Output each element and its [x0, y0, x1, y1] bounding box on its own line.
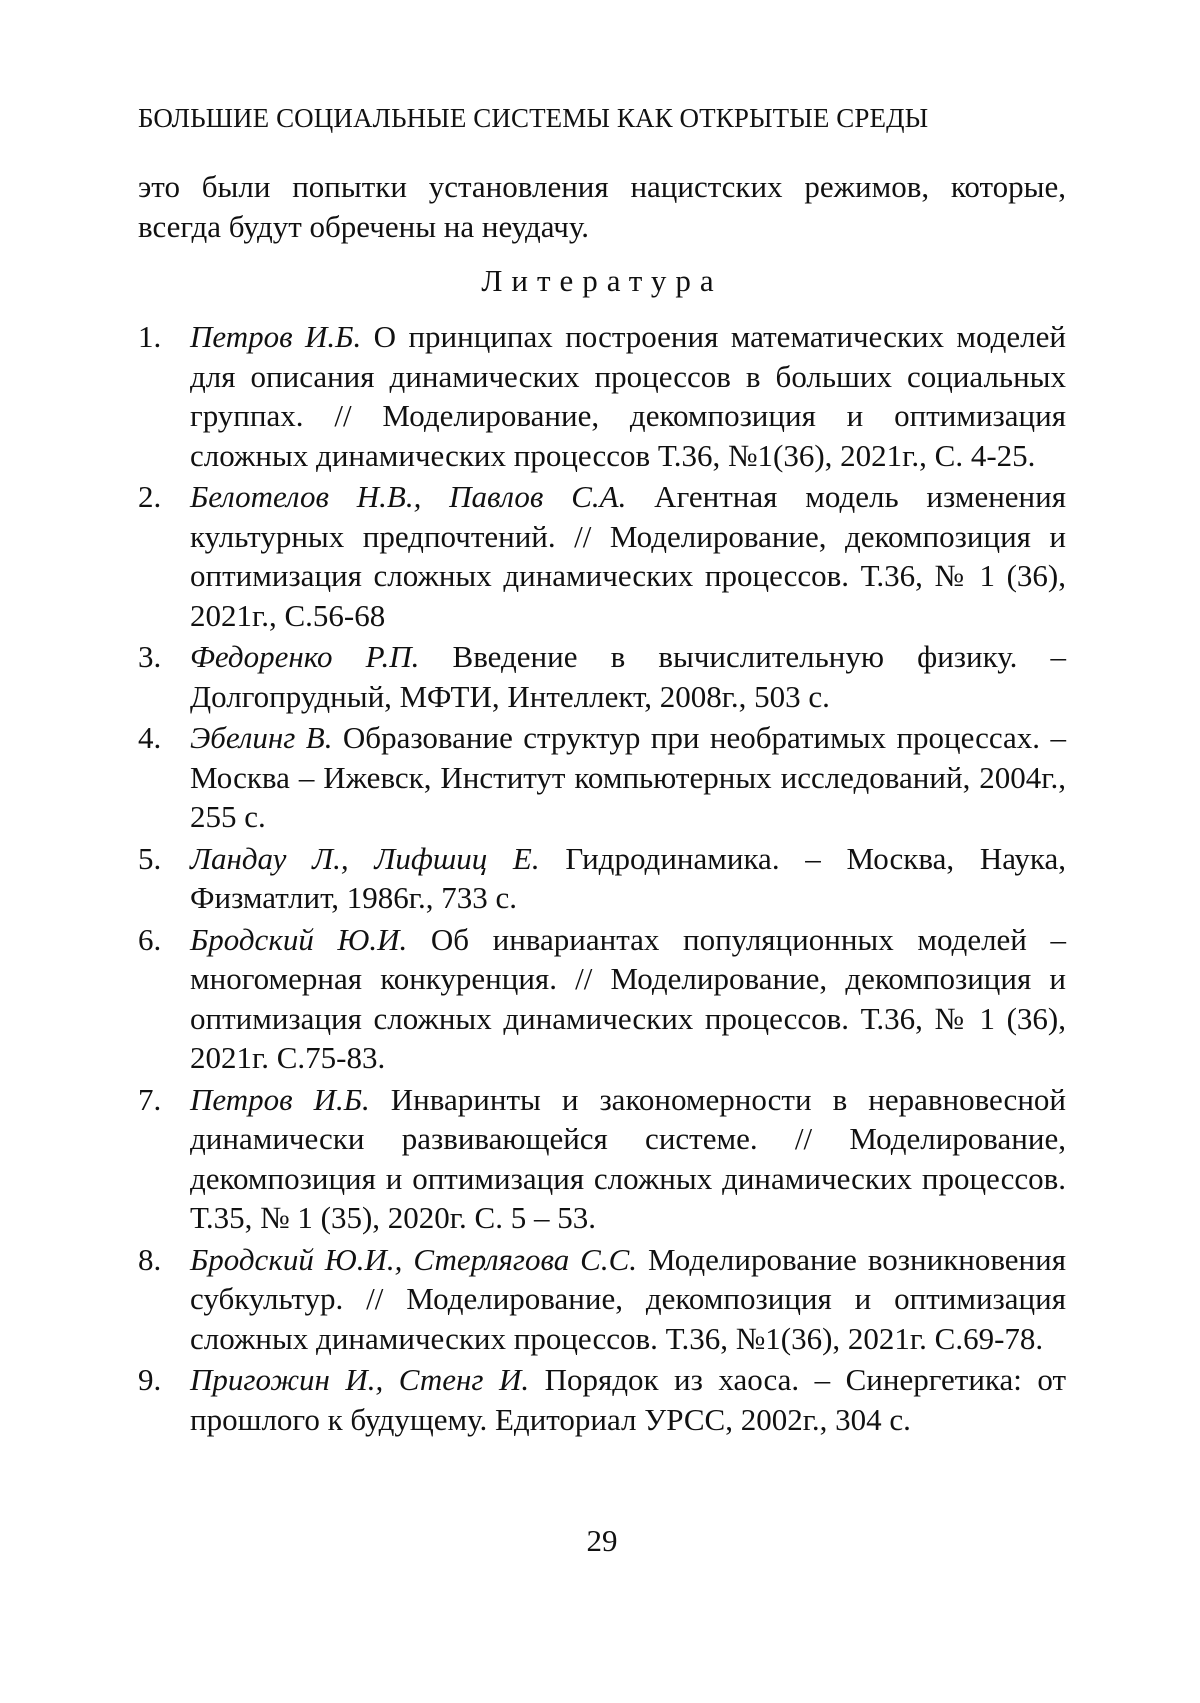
reference-number: 3. — [138, 637, 161, 677]
reference-authors: Бродский Ю.И., Стерлягова С.С. — [190, 1242, 637, 1277]
reference-text: Образование структур при необратимых процессах. – Москва – Ижевск, Институт компьютерных исследований, 2004г., 255 с. — [190, 720, 1066, 834]
running-header: БОЛЬШИЕ СОЦИАЛЬНЫЕ СИСТЕМЫ КАК ОТКРЫТЫЕ СРЕДЫ — [138, 101, 928, 135]
reference-authors: Федоренко Р.П. — [190, 639, 419, 674]
reference-item — [138, 637, 1066, 716]
reference-number: 6. — [138, 920, 161, 960]
reference-item — [138, 477, 1066, 635]
reference-number: 2. — [138, 477, 161, 517]
section-title: Литература — [138, 261, 1066, 301]
reference-item — [138, 920, 1066, 1078]
reference-authors: Белотелов Н.В., Павлов С.А. — [190, 479, 626, 514]
reference-number: 9. — [138, 1360, 161, 1400]
reference-text: О принципах построения математических моделей для описания динамических процессов в больших социальных группах. // Моделирование, декомпозиция и оптимизация сложных динамических процессов Т.36, №1(36), 2021г., С. 4-25. — [190, 319, 1066, 473]
reference-item — [138, 1080, 1066, 1238]
reference-text: Моделирование возникновения субкультур. // Моделирование, декомпозиция и оптимизация сложных динамических процессов. Т.36, №1(36), 2021г. С.69-78. — [190, 1242, 1066, 1356]
reference-number: 8. — [138, 1240, 161, 1280]
reference-text: Гидродинамика. – Москва, Наука, Физматлит, 1986г., 733 с. — [190, 841, 1066, 916]
reference-item — [138, 1360, 1066, 1439]
reference-text: Введение в вычислительную физику. – Долгопрудный, МФТИ, Интеллект, 2008г., 503 с. — [190, 639, 1066, 714]
reference-text: Порядок из хаоса. – Синергетика: от прошлого к будущему. Едиториал УРСС, 2002г., 304 с. — [190, 1362, 1066, 1437]
reference-item — [138, 718, 1066, 837]
reference-authors: Эбелинг В. — [190, 720, 332, 755]
book-page — [138, 0, 1066, 1703]
reference-authors: Пригожин И., Стенг И. — [190, 1362, 529, 1397]
reference-authors: Бродский Ю.И. — [190, 922, 407, 957]
reference-text: Инваринты и закономерности в неравновесной динамически развивающейся системе. // Моделирование, декомпозиция и оптимизация сложных динамических процессов. Т.35, № 1 (35), 2020г. С. 5 – 53. — [190, 1082, 1066, 1236]
reference-authors: Ландау Л., Лифшиц Е. — [190, 841, 540, 876]
reference-number: 4. — [138, 718, 161, 758]
page-number: 29 — [138, 1521, 1066, 1561]
reference-authors: Петров И.Б. — [190, 319, 361, 354]
reference-item — [138, 1240, 1066, 1359]
reference-list — [138, 317, 1066, 1441]
reference-item — [138, 839, 1066, 918]
reference-text: Агентная модель изменения культурных предпочтений. // Моделирование, декомпозиция и оптимизация сложных динамических процессов. Т.36, № 1 (36), 2021г., С.56-68 — [190, 479, 1066, 633]
reference-number: 5. — [138, 839, 161, 879]
reference-text: Об инвариантах популяционных моделей – многомерная конкуренция. // Моделирование, декомпозиция и оптимизация сложных динамических процессов. Т.36, № 1 (36), 2021г. С.75-83. — [190, 922, 1066, 1076]
reference-number: 1. — [138, 317, 161, 357]
intro-paragraph: это были попытки установления нацистских режимов, которые, всегда будут обречены на неудачу. — [138, 167, 1066, 247]
reference-item — [138, 317, 1066, 475]
reference-authors: Петров И.Б. — [190, 1082, 370, 1117]
reference-number: 7. — [138, 1080, 161, 1120]
